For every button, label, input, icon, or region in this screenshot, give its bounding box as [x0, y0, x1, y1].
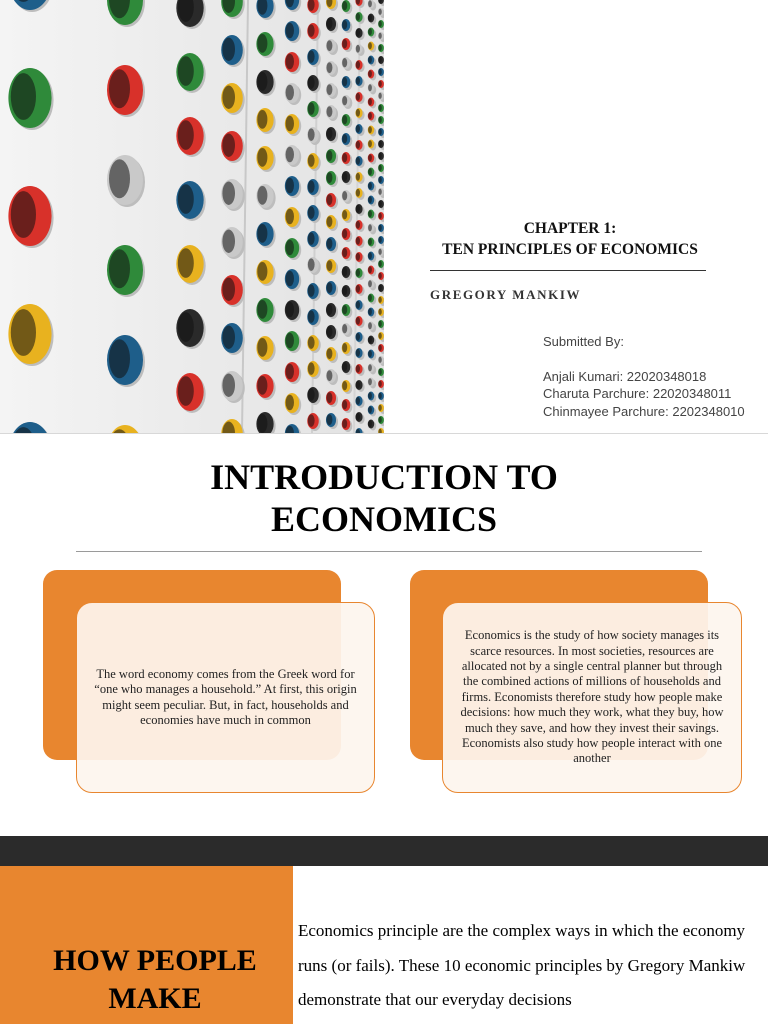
title-divider: [430, 270, 706, 271]
title-divider: [76, 551, 702, 552]
section-title: [0, 942, 310, 1018]
card-text: The word economy comes from the Greek word for “one who manages a household.” At first, this origin might seem peculiar. But, in fact, households and economies have much in common: [94, 666, 357, 727]
introduction-slide: [0, 434, 768, 836]
slide-title: [0, 456, 768, 540]
chapter-heading: [400, 218, 740, 260]
body-paragraph: Economics principle are the complex ways in which the economy runs (or fails). These 10 economic principles by Gregory Mankiw demonstrate that our everyday decisions: [298, 921, 746, 1009]
chapter-number: CHAPTER 1:: [523, 220, 617, 237]
author-name: GREGORY MANKIW: [430, 287, 582, 302]
submitted-by-label: Submitted By:: [543, 334, 624, 349]
card-text: Economics is the study of how society manages its scarce resources. In most societies, resources are allocated not by a single central planner but through the combined actions of millions of households and firms. Economists therefore study how people make decisions: how much they work, what they buy, how much they save, and how they invest their savings. Economists also study how people interact with one another: [460, 628, 724, 766]
student-entry: Chinmayee Parchure: 2202348010: [543, 403, 745, 419]
section-title-line: MAKE: [108, 982, 202, 1015]
slide-separator-band: [0, 836, 768, 866]
cover-photo: [0, 0, 384, 433]
title-slide: [0, 0, 768, 433]
submitted-by-block: [543, 333, 745, 420]
perforated-wall-image: [0, 0, 384, 433]
section-title-line: HOW PEOPLE: [53, 944, 257, 977]
student-entry: Charuta Parchure: 22020348011: [543, 386, 732, 401]
info-card-left: [76, 602, 375, 793]
info-card-right: [442, 602, 742, 793]
student-entry: Anjali Kumari: 22020348018: [543, 368, 707, 384]
chapter-title: TEN PRINCIPLES OF ECONOMICS: [442, 241, 698, 258]
slide-title-line: ECONOMICS: [270, 499, 498, 539]
slide-title-line: INTRODUCTION TO: [210, 457, 558, 497]
principles-slide: [0, 866, 768, 1024]
